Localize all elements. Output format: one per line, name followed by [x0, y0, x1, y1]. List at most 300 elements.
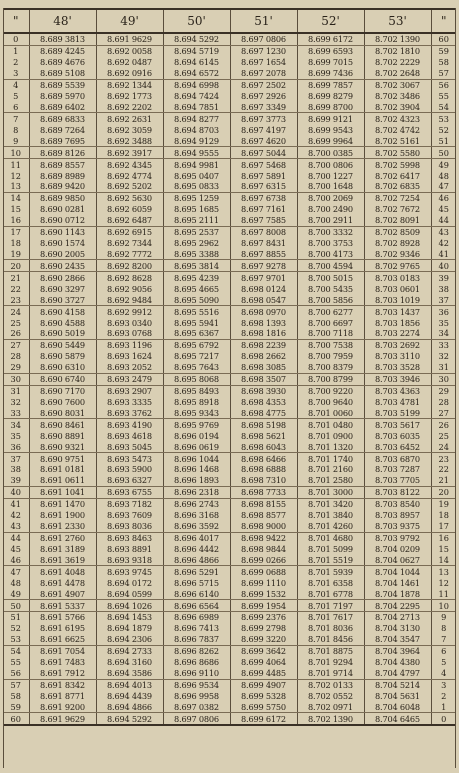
cell-m48: 8.689 6402 — [29, 102, 96, 113]
table-row — [3, 102, 456, 113]
cell-seconds-left: 2 — [13, 57, 19, 68]
cell-m50: 8.694 9129 — [163, 135, 230, 146]
cell-m51: 8.697 8008 — [230, 226, 297, 237]
table-row — [3, 317, 456, 328]
table-row — [3, 57, 456, 68]
cell-m51: 8.699 5750 — [230, 701, 297, 712]
cell-m53: 8.704 2295 — [364, 600, 431, 612]
table-row — [3, 215, 456, 226]
cell-m52: 8.701 0060 — [297, 407, 364, 418]
cell-m50: 8.694 5719 — [163, 45, 230, 56]
cell-m52: 8.700 0806 — [297, 159, 364, 170]
cell-m49: 8.694 3586 — [96, 668, 163, 679]
cell-m50: 8.696 4017 — [163, 532, 230, 543]
cell-m49: 8.693 9318 — [96, 554, 163, 565]
cell-m48: 8.690 8461 — [29, 419, 96, 430]
cell-seconds-right: 17 — [431, 521, 456, 532]
cell-seconds-right: 54 — [431, 102, 456, 113]
cell-m48: 8.690 3727 — [29, 294, 96, 305]
cell-m51: 8.699 1532 — [230, 588, 297, 599]
cell-m50: 8.695 1685 — [163, 204, 230, 215]
cell-seconds-right: 36 — [431, 306, 456, 317]
cell-m53: 8.703 6035 — [364, 430, 431, 441]
cell-m50: 8.696 1468 — [163, 464, 230, 475]
cell-m49: 8.693 2479 — [96, 373, 163, 385]
cell-m52: 8.700 6277 — [297, 306, 364, 317]
cell-m53: 8.703 3528 — [364, 362, 431, 373]
cell-m51: 8.699 4485 — [230, 668, 297, 679]
cell-seconds-right: 46 — [431, 192, 456, 203]
cell-seconds-left: 29 — [3, 362, 29, 373]
header-seconds-left: " — [3, 9, 29, 33]
cell-m53: 8.702 1390 — [364, 33, 431, 45]
cell-m51: 8.699 4907 — [230, 679, 297, 690]
cell-m49: 8.694 0172 — [96, 577, 163, 588]
cell-m52: 8.700 3332 — [297, 226, 364, 237]
cell-m51: 8.698 2662 — [230, 351, 297, 362]
cell-m48: 8.691 6195 — [29, 623, 96, 634]
cell-m53: 8.702 8509 — [364, 226, 431, 237]
cell-m49: 8.694 3160 — [96, 657, 163, 668]
cell-m53: 8.704 4797 — [364, 668, 431, 679]
cell-seconds-left: 18 — [10, 238, 21, 249]
cell-seconds-right: 44 — [431, 215, 456, 226]
table-row — [3, 204, 456, 215]
cell-m48: 8.690 5019 — [29, 328, 96, 339]
cell-m49: 8.693 4618 — [96, 430, 163, 441]
cell-m48: 8.689 4676 — [29, 57, 96, 68]
cell-seconds-right: 13 — [431, 566, 456, 577]
cell-m48: 8.690 4158 — [29, 306, 96, 317]
table-row — [3, 634, 456, 645]
cell-m48: 8.690 2435 — [29, 260, 96, 272]
cell-m49: 8.692 6487 — [96, 215, 163, 226]
cell-m52: 8.701 5519 — [297, 554, 364, 565]
table-row — [3, 68, 456, 79]
header-minute-52: 52' — [297, 9, 364, 33]
cell-seconds-right: 58 — [431, 57, 456, 68]
cell-m52: 8.700 8799 — [297, 373, 364, 385]
cell-seconds-left: 42 — [10, 510, 21, 521]
cell-m51: 8.698 0970 — [230, 306, 297, 317]
cell-m52: 8.699 7857 — [297, 79, 364, 90]
cell-m49: 8.693 0340 — [96, 317, 163, 328]
cell-m52: 8.701 8036 — [297, 623, 364, 634]
cell-m48: 8.689 6833 — [29, 113, 96, 124]
cell-m48: 8.689 5108 — [29, 68, 96, 79]
cell-m51: 8.697 7585 — [230, 215, 297, 226]
cell-m51: 8.698 9000 — [230, 521, 297, 532]
cell-m50: 8.695 0407 — [163, 170, 230, 181]
cell-m48: 8.691 1470 — [29, 498, 96, 509]
cell-m48: 8.690 9321 — [29, 441, 96, 452]
cell-m49: 8.692 5630 — [96, 192, 163, 203]
cell-m51: 8.697 4197 — [230, 124, 297, 135]
log-table — [3, 8, 456, 726]
cell-m49: 8.693 1624 — [96, 351, 163, 362]
cell-m48: 8.690 7600 — [29, 397, 96, 408]
cell-m51: 8.698 5621 — [230, 430, 297, 441]
cell-seconds-right: 14 — [431, 554, 456, 565]
table-row — [3, 272, 456, 283]
cell-m49: 8.693 5473 — [96, 453, 163, 464]
cell-seconds-right: 57 — [431, 68, 456, 79]
cell-m50: 8.696 8686 — [163, 657, 230, 668]
cell-m52: 8.700 2490 — [297, 204, 364, 215]
table-row — [3, 588, 456, 599]
cell-seconds-left: 48 — [10, 577, 21, 588]
cell-m52: 8.700 7959 — [297, 351, 364, 362]
cell-seconds-left: 4 — [13, 80, 19, 91]
table-row — [3, 328, 456, 339]
cell-seconds-right: 40 — [431, 260, 456, 272]
cell-seconds-left: 13 — [3, 181, 29, 192]
cell-m51: 8.697 6738 — [230, 192, 297, 203]
cell-m48: 8.689 8557 — [29, 159, 96, 170]
cell-m48: 8.689 9420 — [29, 181, 96, 192]
cell-m49: 8.693 8036 — [96, 521, 163, 532]
table-row — [3, 486, 456, 498]
cell-m51: 8.697 8431 — [230, 238, 297, 249]
cell-m49: 8.693 8463 — [96, 532, 163, 543]
cell-m51: 8.699 4064 — [230, 657, 297, 668]
cell-m49: 8.691 9629 — [96, 33, 163, 45]
cell-m52: 8.701 7617 — [297, 612, 364, 623]
cell-seconds-left: 53 — [3, 634, 29, 645]
cell-seconds-right: 38 — [431, 283, 456, 294]
cell-m53: 8.702 1810 — [364, 45, 431, 56]
cell-m48: 8.691 6625 — [29, 634, 96, 645]
cell-seconds-right: 42 — [431, 238, 456, 249]
cell-m48: 8.691 5337 — [29, 600, 96, 612]
cell-m51: 8.698 8155 — [230, 498, 297, 509]
cell-m51: 8.697 5468 — [230, 159, 297, 170]
cell-m48: 8.691 9200 — [29, 701, 96, 712]
cell-m52: 8.701 5099 — [297, 543, 364, 554]
cell-m48: 8.690 8031 — [29, 407, 96, 418]
cell-seconds-right: 25 — [431, 430, 456, 441]
cell-m53: 8.704 3547 — [364, 634, 431, 645]
cell-m51: 8.697 5044 — [230, 147, 297, 159]
cell-seconds-left: 54 — [10, 646, 21, 657]
cell-m53: 8.703 0601 — [364, 283, 431, 294]
cell-m48: 8.691 3189 — [29, 543, 96, 554]
cell-seconds-left: 31 — [10, 386, 21, 397]
cell-m51: 8.699 2798 — [230, 623, 297, 634]
cell-m53: 8.702 9346 — [364, 249, 431, 260]
cell-m51: 8.697 1230 — [230, 45, 297, 56]
cell-seconds-left: 52 — [10, 623, 21, 634]
cell-m50: 8.695 6367 — [163, 328, 230, 339]
cell-m48: 8.689 7264 — [29, 124, 96, 135]
cell-m53: 8.703 5617 — [364, 419, 431, 430]
cell-m53: 8.702 5161 — [364, 135, 431, 146]
table-row — [3, 464, 456, 475]
cell-seconds-left: 9 — [3, 135, 29, 146]
cell-m51: 8.698 4353 — [230, 397, 297, 408]
cell-seconds-right: 4 — [431, 668, 456, 679]
cell-seconds-right: 12 — [431, 577, 456, 588]
cell-seconds-right: 15 — [431, 543, 456, 554]
cell-m51: 8.697 0806 — [230, 33, 297, 45]
header-minute-53: 53' — [364, 9, 431, 33]
cell-seconds-right: 27 — [431, 407, 456, 418]
table-row — [3, 532, 456, 543]
cell-m52: 8.701 8456 — [297, 634, 364, 645]
cell-m53: 8.704 6048 — [364, 701, 431, 712]
cell-m50: 8.695 2962 — [163, 238, 230, 249]
table-row — [3, 453, 456, 464]
cell-seconds-left: 27 — [10, 340, 21, 351]
cell-seconds-right: 0 — [431, 713, 456, 725]
table-row — [3, 192, 456, 203]
cell-m50: 8.696 9110 — [163, 668, 230, 679]
cell-m51: 8.699 0266 — [230, 554, 297, 565]
cell-seconds-left: 25 — [10, 317, 21, 328]
cell-m50: 8.696 0619 — [163, 441, 230, 452]
cell-m52: 8.700 2911 — [297, 215, 364, 226]
cell-m52: 8.702 0971 — [297, 701, 364, 712]
cell-seconds-left: 40 — [3, 486, 29, 498]
cell-m53: 8.704 1878 — [364, 588, 431, 599]
cell-m48: 8.691 9629 — [29, 713, 96, 725]
cell-m50: 8.696 4866 — [163, 554, 230, 565]
cell-seconds-left: 28 — [10, 351, 21, 362]
cell-seconds-right: 18 — [431, 510, 456, 521]
cell-m48: 8.690 3297 — [29, 283, 96, 294]
cell-m53: 8.702 6835 — [364, 181, 431, 192]
cell-m48: 8.689 3813 — [29, 33, 96, 45]
cell-seconds-left: 47 — [10, 566, 21, 577]
table-row — [3, 33, 456, 45]
table-row — [3, 668, 456, 679]
cell-m53: 8.704 3130 — [364, 623, 431, 634]
cell-seconds-right: 28 — [431, 397, 456, 408]
cell-m53: 8.702 4323 — [364, 113, 431, 124]
cell-seconds-left: 10 — [3, 147, 29, 159]
cell-m53: 8.702 5580 — [364, 147, 431, 159]
cell-m49: 8.692 7772 — [96, 249, 163, 260]
cell-m51: 8.697 9701 — [230, 272, 297, 283]
cell-m50: 8.694 9981 — [163, 159, 230, 170]
cell-m48: 8.689 7695 — [29, 135, 96, 146]
cell-seconds-right: 33 — [431, 339, 456, 350]
cell-m50: 8.695 6792 — [163, 339, 230, 350]
cell-m52: 8.700 9640 — [297, 397, 364, 408]
cell-m49: 8.692 5202 — [96, 181, 163, 192]
cell-m50: 8.695 3388 — [163, 249, 230, 260]
cell-m53: 8.702 3486 — [364, 91, 431, 102]
cell-seconds-right: 24 — [431, 441, 456, 452]
cell-m51: 8.699 6172 — [230, 713, 297, 725]
cell-m53: 8.704 4380 — [364, 657, 431, 668]
cell-seconds-right: 37 — [431, 294, 456, 305]
cell-seconds-left: 14 — [10, 193, 21, 204]
cell-m49: 8.693 2907 — [96, 385, 163, 396]
cell-m48: 8.691 0181 — [29, 464, 96, 475]
cell-m51: 8.698 1816 — [230, 328, 297, 339]
table-row — [3, 170, 456, 181]
cell-m50: 8.696 9958 — [163, 690, 230, 701]
cell-m52: 8.700 6697 — [297, 317, 364, 328]
cell-m53: 8.703 3946 — [364, 373, 431, 385]
cell-m49: 8.694 1879 — [96, 623, 163, 634]
cell-m53: 8.702 8091 — [364, 215, 431, 226]
cell-seconds-left: 11 — [10, 159, 21, 170]
cell-m50: 8.697 0382 — [163, 701, 230, 712]
cell-seconds-left: 32 — [10, 396, 21, 407]
cell-m48: 8.689 4245 — [29, 45, 96, 56]
cell-m53: 8.702 7672 — [364, 204, 431, 215]
cell-m52: 8.699 8279 — [297, 91, 364, 102]
cell-m50: 8.694 8277 — [163, 113, 230, 124]
table-row — [3, 577, 456, 588]
table-row — [3, 91, 456, 102]
cell-m50: 8.696 6564 — [163, 600, 230, 612]
cell-seconds-right: 8 — [431, 623, 456, 634]
table-body — [3, 33, 456, 725]
cell-m49: 8.694 1026 — [96, 600, 163, 612]
cell-m49: 8.692 3059 — [96, 124, 163, 135]
table-row — [3, 306, 456, 317]
cell-m49: 8.693 8891 — [96, 543, 163, 554]
cell-m50: 8.696 9534 — [163, 679, 230, 690]
cell-m50: 8.696 2743 — [163, 498, 230, 509]
cell-m52: 8.699 6593 — [297, 45, 364, 56]
table-row — [3, 645, 456, 656]
cell-m48: 8.691 1900 — [29, 510, 96, 521]
cell-m53: 8.703 5199 — [364, 407, 431, 418]
cell-m50: 8.696 4442 — [163, 543, 230, 554]
cell-m48: 8.691 2760 — [29, 532, 96, 543]
cell-m53: 8.702 3067 — [364, 79, 431, 90]
cell-m50: 8.694 6572 — [163, 68, 230, 79]
cell-m53: 8.704 3964 — [364, 645, 431, 656]
cell-m51: 8.698 9422 — [230, 532, 297, 543]
cell-seconds-right: 49 — [431, 159, 456, 170]
cell-m52: 8.699 9121 — [297, 113, 364, 124]
cell-seconds-right: 20 — [431, 486, 456, 498]
cell-m48: 8.690 5879 — [29, 351, 96, 362]
table-row — [3, 159, 456, 170]
cell-seconds-left: 12 — [10, 170, 21, 181]
cell-m53: 8.703 8122 — [364, 486, 431, 498]
table-row — [3, 441, 456, 452]
cell-m51: 8.698 7310 — [230, 475, 297, 486]
cell-m52: 8.700 4173 — [297, 249, 364, 260]
cell-m51: 8.697 9278 — [230, 260, 297, 272]
cell-m48: 8.690 5449 — [29, 339, 96, 350]
cell-m50: 8.695 7217 — [163, 351, 230, 362]
cell-m48: 8.690 1574 — [29, 238, 96, 249]
cell-seconds-right: 48 — [431, 170, 456, 181]
cell-m48: 8.691 7912 — [29, 668, 96, 679]
cell-m49: 8.692 0058 — [96, 45, 163, 56]
cell-m51: 8.697 1654 — [230, 57, 297, 68]
cell-seconds-left: 46 — [3, 554, 29, 565]
cell-seconds-right: 32 — [431, 351, 456, 362]
cell-m49: 8.694 2306 — [96, 634, 163, 645]
table-row — [3, 430, 456, 441]
cell-m52: 8.702 0133 — [297, 679, 364, 690]
cell-m49: 8.693 7609 — [96, 510, 163, 521]
cell-m51: 8.699 3220 — [230, 634, 297, 645]
cell-m52: 8.701 4680 — [297, 532, 364, 543]
cell-m53: 8.703 1019 — [364, 294, 431, 305]
cell-m50: 8.696 5291 — [163, 566, 230, 577]
table-row — [3, 521, 456, 532]
cell-seconds-left: 33 — [3, 407, 29, 418]
cell-m50: 8.695 9343 — [163, 407, 230, 418]
cell-m50: 8.694 6145 — [163, 57, 230, 68]
cell-m51: 8.698 0124 — [230, 283, 297, 294]
cell-m49: 8.694 1453 — [96, 612, 163, 623]
table-row — [3, 566, 456, 577]
cell-m53: 8.703 9375 — [364, 521, 431, 532]
cell-seconds-right: 2 — [431, 690, 456, 701]
cell-m50: 8.696 2318 — [163, 486, 230, 498]
cell-m49: 8.693 6755 — [96, 486, 163, 498]
cell-m52: 8.701 3420 — [297, 498, 364, 509]
cell-m51: 8.698 3085 — [230, 362, 297, 373]
cell-m49: 8.692 9912 — [96, 306, 163, 317]
cell-m49: 8.693 3762 — [96, 407, 163, 418]
cell-seconds-left: 7 — [13, 113, 19, 124]
cell-m53: 8.704 6465 — [364, 713, 431, 725]
cell-m51: 8.699 0688 — [230, 566, 297, 577]
cell-seconds-left: 34 — [10, 419, 21, 430]
cell-m52: 8.701 0480 — [297, 419, 364, 430]
cell-m49: 8.692 0487 — [96, 57, 163, 68]
cell-seconds-left: 41 — [10, 499, 21, 510]
cell-seconds-left: 49 — [3, 588, 29, 599]
cell-m51: 8.698 2239 — [230, 339, 297, 350]
cell-m48: 8.691 7054 — [29, 645, 96, 656]
cell-seconds-right: 7 — [431, 634, 456, 645]
cell-seconds-left: 24 — [10, 306, 21, 317]
cell-m48: 8.690 0712 — [29, 215, 96, 226]
cell-m53: 8.703 0183 — [364, 272, 431, 283]
cell-seconds-left: 26 — [3, 328, 29, 339]
table-row — [3, 690, 456, 701]
table-row — [3, 623, 456, 634]
cell-m51: 8.698 8577 — [230, 510, 297, 521]
cell-seconds-left: 43 — [3, 521, 29, 532]
cell-seconds-left: 60 — [3, 713, 29, 725]
cell-seconds-right: 41 — [431, 249, 456, 260]
table-row — [3, 419, 456, 430]
cell-seconds-right: 10 — [431, 600, 456, 612]
cell-m52: 8.701 6778 — [297, 588, 364, 599]
cell-m53: 8.703 7287 — [364, 464, 431, 475]
table-row — [3, 249, 456, 260]
cell-m51: 8.697 4620 — [230, 135, 297, 146]
cell-m50: 8.695 7643 — [163, 362, 230, 373]
cell-m49: 8.694 4866 — [96, 701, 163, 712]
cell-seconds-right: 5 — [431, 657, 456, 668]
cell-m52: 8.700 9220 — [297, 385, 364, 396]
cell-m51: 8.697 2502 — [230, 79, 297, 90]
cell-m52: 8.701 7197 — [297, 600, 364, 612]
cell-m51: 8.698 1393 — [230, 317, 297, 328]
cell-m50: 8.695 5090 — [163, 294, 230, 305]
cell-m48: 8.690 6310 — [29, 362, 96, 373]
cell-m52: 8.699 7436 — [297, 68, 364, 79]
table-row — [3, 407, 456, 418]
cell-m50: 8.696 3168 — [163, 510, 230, 521]
cell-m52: 8.700 2069 — [297, 192, 364, 203]
table-row — [3, 339, 456, 350]
